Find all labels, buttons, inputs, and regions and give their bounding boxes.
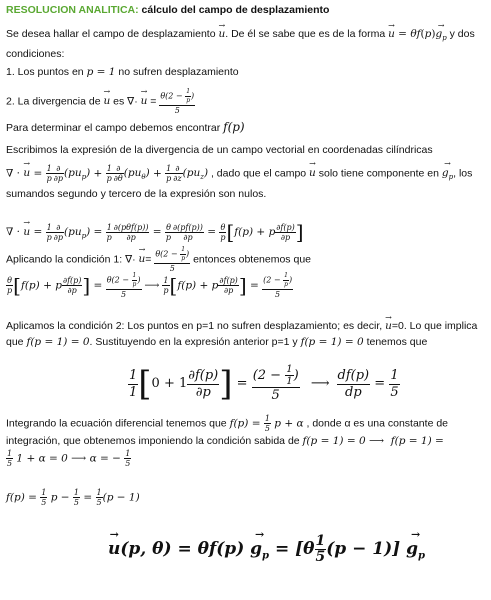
frac-partial-p: $\frac{\partial}{\partial p}$ xyxy=(53,222,63,242)
intro-paragraph: Se desea hallar el campo de desplazamiento → u. De él se sabe que es de la forma → $u = \theta f(p)\to g_p$ y dos condiciones: xyxy=(6,26,484,62)
integrate-tail: , donde α es una constante de xyxy=(303,417,449,430)
frac-1-over-p: $\frac{1}{p}$ xyxy=(46,164,52,183)
frac-1-over-5: $\frac{1}{5}$ xyxy=(390,367,399,400)
intro-text-1: Se desea hallar el campo de desplazamiento xyxy=(6,28,219,40)
write-div-text: Escribimos la expresión de la divergencia de un campo vectorial en coordenadas cilíndricas xyxy=(6,144,433,156)
integrate-paragraph: Integrando la ecuación diferencial tenemos que f(p) = $\frac{1}{5}$ p + α , donde α es una constante de integración, que obtenemos imponiendo la condición sabida de f(p = 1) = 0 ⟶ f(p = 1) = $\frac{1}{5}$ 1 + α = 0 ⟶ α = − $\frac{1}{5}$ xyxy=(6,414,449,468)
div-tail-2: solo tiene componente en xyxy=(315,167,442,180)
integrate-text: Integrando la ecuación diferencial tenemos que xyxy=(6,417,230,430)
apply2-eq: f(p = 1) = 0 xyxy=(26,336,90,348)
final-result: → u(p, $\theta) = \theta f(p) \to g_p = [\theta$ $\frac{1}{5}$ $(p - 1)] \to g_p$ xyxy=(108,534,425,565)
vector-gp: → $g_p$ xyxy=(436,26,447,46)
vector-u: → u xyxy=(23,167,30,179)
frac-partial-pf: $\frac{\partial(pf(p))}{\partial p}$ xyxy=(173,222,203,242)
fp-solution: f(p) = $\frac{1}{5}$ p − $\frac{1}{5}$ = $\frac{1}{5}$ (p − 1) xyxy=(6,488,140,507)
determine-f: f(p) xyxy=(223,120,245,134)
title-rest: cálculo del campo de desplazamiento xyxy=(138,4,330,16)
condition-2 xyxy=(6,88,195,115)
vector-u: → u xyxy=(23,226,30,238)
arrow: ⟶ xyxy=(144,279,160,292)
vector-u: → u xyxy=(388,26,395,42)
frac-df-over-dp: $\frac{df(p)}{dp}$ xyxy=(337,367,370,400)
apply1-eq: = xyxy=(145,253,152,266)
frac-1-over-p: $\frac{1}{p}$ xyxy=(106,222,112,242)
frac-partial-pthetaf: $\frac{\text{∂(pθf(p))}}{\partial p}$ xyxy=(113,222,149,242)
integrate-line2: integración, que obtenemos imponiendo la condición sabida de xyxy=(6,435,303,447)
frac-1-over-1: $\frac{1}{1}$ xyxy=(129,367,138,400)
divergence-fraction: θ(2 − $\frac{1}{p}$ ) 5 xyxy=(155,246,190,273)
vector-gp-bold: → $g_p$ xyxy=(250,539,269,561)
condition-1-result: $\frac{\theta}{p}$ [f(p) + p $\frac{\partial f(p)}{\partial p}$ ] = θ(2 − $\frac{1}{p}$ ) 5 ⟶ $\frac{1}{p}$ [f(p) + p $\frac{\partial f(p)}{\partial p}$ ] = (2 − $\frac{1}{p}$ ) 5 xyxy=(7,272,293,299)
apply2-text: Aplicamos la condición 2: Los puntos en p=1 no sufren desplazamiento; es decir, xyxy=(6,320,386,332)
vector-u: → u xyxy=(141,95,148,107)
frac-1-over-p: $\frac{1}{p}$ xyxy=(163,276,169,295)
frac-two-minus-one: (2 − $\frac{1}{1}$ ) 5 xyxy=(252,364,299,403)
divergence-fraction: θ(2 − $\frac{1}{p}$ ) 5 xyxy=(106,272,141,299)
frac-1-over-5: $\frac{1}{5}$ xyxy=(96,488,102,507)
vector-u: → u xyxy=(103,95,110,107)
frac-theta-over-p: $\frac{\theta}{p}$ xyxy=(7,276,13,295)
condition-2-mid: es ∇· xyxy=(110,95,141,108)
condition-2-text: 2. La divergencia de xyxy=(6,95,104,108)
frac-df-dp: $\frac{\partial f(p)}{\partial p}$ xyxy=(276,222,295,242)
div-tail-1: , dado que el campo xyxy=(210,167,310,180)
div-tail-line-2 xyxy=(6,188,266,200)
frac-partial-p: $\frac{\partial}{\partial p}$ xyxy=(53,164,63,183)
frac-1-over-5: $\frac{1}{5}$ xyxy=(264,414,270,433)
apply2-line2c: tenemos que xyxy=(363,336,428,348)
cyl-divergence-formula: ∇ · → u = $\frac{1}{p}$ $\frac{\partial}{\partial p}$ $(pu_p)$ + $\frac{1}{p}$ $\frac{\partial}{\partial\theta}$ $(pu_\theta)$ + $\frac{1}{p}$ $\frac{\partial}{\partial z}$ $(pu_z)$ , dado que el campo → u solo tiene componente en → $g_p$, los xyxy=(6,164,472,183)
condition-1-rest: no sufren desplazamiento xyxy=(115,66,239,78)
condition-1-text: 1. Los puntos en xyxy=(6,66,87,78)
apply-condition-1 xyxy=(6,246,311,273)
frac-partial-theta: $\frac{\partial}{\partial\theta}$ xyxy=(113,164,123,183)
document-title xyxy=(6,4,329,16)
frac-1-over-p: $\frac{1}{p}$ xyxy=(46,222,52,242)
vector-gp-bold: → $g_p$ xyxy=(406,539,425,561)
intro-text-2: . De él se sabe que es de la forma xyxy=(225,28,389,40)
frac-theta-over-p: $\frac{\theta}{p}$ xyxy=(220,222,226,242)
apply2-line2a: que xyxy=(6,336,27,348)
vector-u: → u xyxy=(385,318,392,334)
condition-1 xyxy=(6,66,239,78)
frac-df-dp-big: $\frac{\partial f(p)}{\partial p}$ xyxy=(188,367,219,400)
frac-1-over-5: $\frac{1}{5}$ xyxy=(125,449,131,468)
two-minus-frac: (2 − $\frac{1}{p}$ ) 5 xyxy=(263,272,293,299)
div-tail-3: , los xyxy=(453,167,473,180)
apply2-tail: =0. Lo que implica xyxy=(391,320,478,332)
frac-df-dp: $\frac{\partial f(p)}{\partial p}$ xyxy=(62,276,82,295)
frac-1-over-5-bold: $\frac{1}{5}$ xyxy=(315,533,326,565)
div-tail-4: sumandos segundo y tercero de la expresión son nulos. xyxy=(6,188,267,200)
vector-gp: → $g_p$ xyxy=(442,167,453,181)
vector-u: → u xyxy=(139,253,146,265)
vector-u: → u xyxy=(218,26,225,42)
frac-1-over-p: $\frac{1}{p}$ xyxy=(166,164,172,183)
frac-1-over-5: $\frac{1}{5}$ xyxy=(73,488,80,507)
frac-partial-z: $\frac{\partial}{\partial z}$ xyxy=(173,164,182,183)
write-div-line xyxy=(6,144,433,156)
apply2-line2b: . Sustituyendo en la expresión anterior p=1 y xyxy=(89,336,301,348)
apply1-text: Aplicando la condición 1: ∇· xyxy=(6,253,139,266)
vector-u: → u xyxy=(309,167,316,179)
vector-u-bold: → u xyxy=(108,539,120,559)
determine-text: Para determinar el campo debemos encontrar xyxy=(6,122,224,134)
frac-1-over-5: $\frac{1}{5}$ xyxy=(41,488,47,507)
apply-condition-2: Aplicamos la condición 2: Los puntos en p=1 no sufren desplazamiento; es decir, → u=0. Lo que implica que f(p = 1) = 0. Sustituyendo en la expresión anterior p=1 y f(p = 1) = 0 tenemos que xyxy=(6,318,484,350)
substituted-equation: $\frac{1}{1}$ [0 + 1 $\frac{\partial f(p)}{\partial p}$ ] = (2 − $\frac{1}{1}$ ) 5 ⟶ $\frac{df(p)}{dp}$ = $\frac{1}{5}$ xyxy=(129,364,399,404)
title-highlight: RESOLUCION ANALITICA: xyxy=(6,4,139,16)
apply1-tail: entonces obtenemos que xyxy=(190,253,311,266)
frac-1-over-p: $\frac{1}{p}$ xyxy=(106,164,112,183)
frac-1-over-5: $\frac{1}{5}$ xyxy=(7,449,13,468)
determine-line xyxy=(6,120,245,134)
intro-text-3: y dos condiciones: xyxy=(6,28,475,61)
frac-df-dp: $\frac{\partial f(p)}{\partial p}$ xyxy=(219,276,238,295)
frac-theta-over-p: $\frac{\theta}{p}$ xyxy=(165,222,172,242)
condition-1-eq: p = 1 xyxy=(86,66,116,78)
condition-2-eq: = xyxy=(147,95,160,108)
simplified-divergence: ∇ · → u = $\frac{1}{p}$ $\frac{\partial}{\partial p}$ $(pu_p)$ = $\frac{1}{p}$ $\frac{\text{∂(pθf(p))}}{\partial p}$ = $\frac{\theta}{p}$ $\frac{\partial(pf(p))}{\partial p}$ = $\frac{\theta}{p}$ [f(p) + p $\frac{\partial f(p)}{\partial p}$ ] xyxy=(6,220,304,244)
divergence-fraction: θ(2 − $\frac{1}{p}$ ) 5 xyxy=(160,88,195,115)
